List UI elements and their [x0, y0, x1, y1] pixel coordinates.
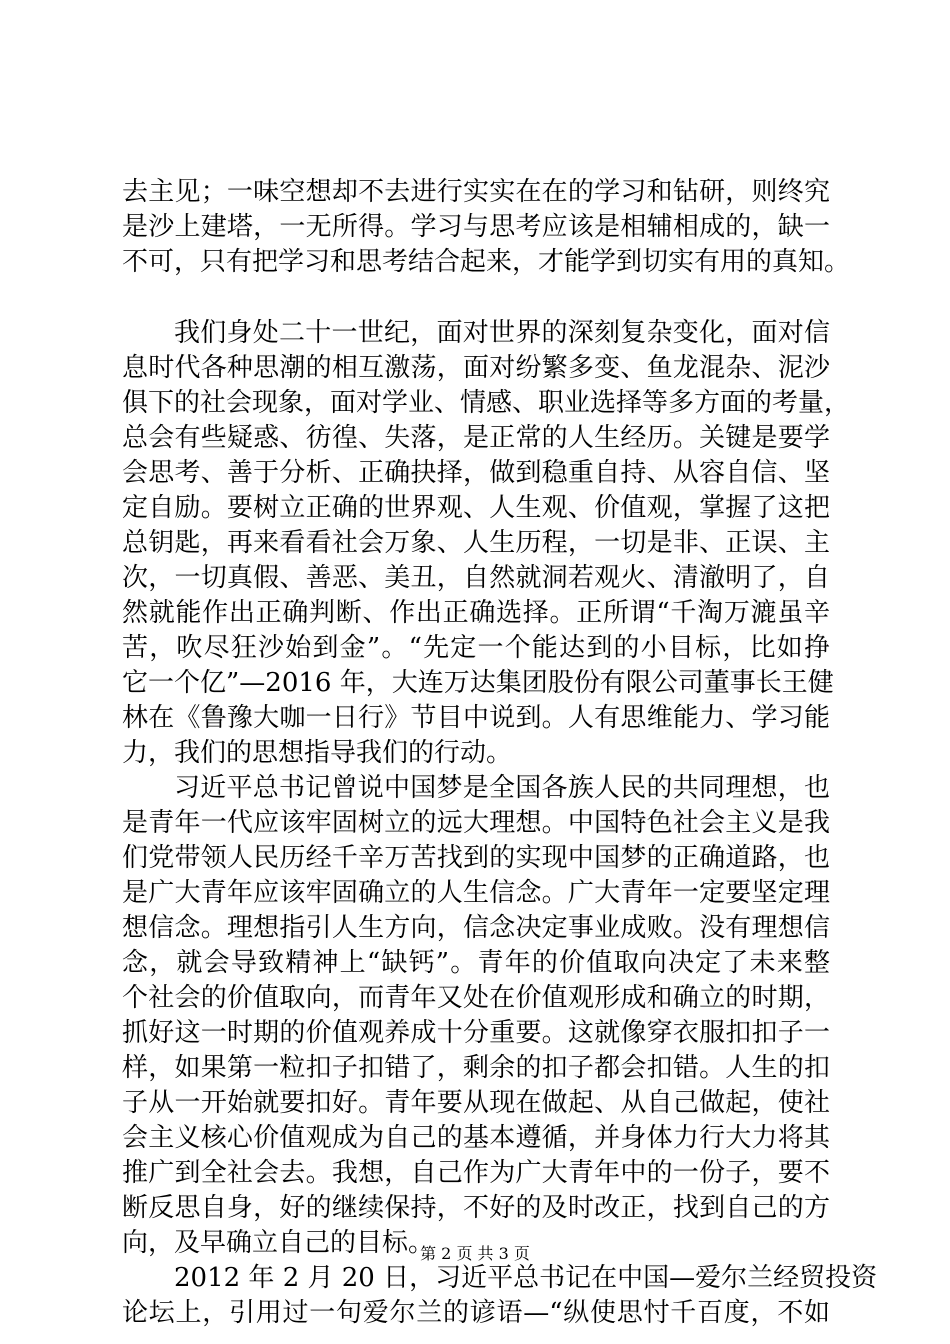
document-body: [122, 175, 878, 1331]
text-line: 习近平总书记曾说中国梦是全国各族人民的共同理想，也: [174, 773, 830, 803]
text-line: 苦，吹尽狂沙始到金”。“先定一个能达到的小目标，比如挣: [122, 633, 830, 663]
text-line: 我们身处二十一世纪，面对世界的深刻复杂变化，面对信: [174, 318, 830, 348]
text-line: 推广到全社会去。我想，自己作为广大青年中的一份子，要不: [122, 1158, 830, 1188]
text-line: 次，一切真假、善恶、美丑，自然就洞若观火、清澈明了，自: [122, 563, 830, 593]
text-line: 不可，只有把学习和思考结合起来，才能学到切实有用的真知。: [122, 247, 851, 277]
paragraph: [122, 771, 830, 1261]
text-line: 会思考、善于分析、正确抉择，做到稳重自持、从容自信、坚: [122, 458, 830, 488]
text-line: 是青年一代应该牢固树立的远大理想。中国特色社会主义是我: [122, 808, 830, 838]
text-line: 个社会的价值取向，而青年又处在价值观形成和确立的时期，: [122, 983, 830, 1013]
text-line: 它一个亿”—2016 年，大连万达集团股份有限公司董事长王健: [122, 668, 834, 698]
text-line: 然就能作出正确判断、作出正确选择。正所谓“千淘万漉虽辛: [122, 598, 830, 628]
text-line: 2012 年 2 月 20 日，习近平总书记在中国—爱尔兰经贸投资: [174, 1263, 878, 1293]
text-line: 是沙上建塔，一无所得。学习与思考应该是相辅相成的，缺一: [122, 212, 830, 242]
text-line: 子从一开始就要扣好。青年要从现在做起、从自己做起，使社: [122, 1088, 830, 1118]
text-line: 断反思自身，好的继续保持，不好的及时改正，找到自己的方: [122, 1193, 830, 1223]
text-line: 向，及早确立自己的目标。: [122, 1228, 435, 1258]
paragraph: [122, 1261, 878, 1331]
text-line: 力，我们的思想指导我们的行动。: [122, 738, 513, 768]
text-line: 定自励。要树立正确的世界观、人生观、价值观，掌握了这把: [122, 493, 830, 523]
text-line: 念，就会导致精神上“缺钙”。青年的价值取向决定了未来整: [122, 948, 830, 978]
page-footer: 第 2 页 共 3 页: [420, 1244, 530, 1263]
paragraph: [122, 316, 851, 771]
text-line: 总钥匙，再来看看社会万象、人生历程，一切是非、正误、主: [122, 528, 830, 558]
text-line: 会主义核心价值观成为自己的基本遵循，并身体力行大力将其: [122, 1123, 830, 1153]
text-line: 样，如果第一粒扣子扣错了，剩余的扣子都会扣错。人生的扣: [122, 1053, 830, 1083]
text-line: 论坛上，引用过一句爱尔兰的谚语—“纵使思忖千百度，不如: [122, 1298, 830, 1328]
text-line: 们党带领人民历经千辛万苦找到的实现中国梦的正确道路，也: [122, 843, 830, 873]
text-line: 林在《鲁豫大咖一日行》节目中说到。人有思维能力、学习能: [122, 703, 830, 733]
text-line: 是广大青年应该牢固确立的人生信念。广大青年一定要坚定理: [122, 878, 830, 908]
paragraph: [122, 175, 851, 280]
text-line: 抓好这一时期的价值观养成十分重要。这就像穿衣服扣扣子一: [122, 1018, 830, 1048]
text-line: 总会有些疑惑、彷徨、失落，是正常的人生经历。关键是要学: [122, 423, 830, 453]
text-line: 息时代各种思潮的相互激荡，面对纷繁多变、鱼龙混杂、泥沙: [122, 353, 830, 383]
paragraph-gap: [122, 280, 830, 316]
text-line: 俱下的社会现象，面对学业、情感、职业选择等多方面的考量，: [122, 388, 851, 418]
text-line: 去主见；一味空想却不去进行实实在在的学习和钻研，则终究: [122, 177, 830, 207]
text-line: 想信念。理想指引人生方向，信念决定事业成败。没有理想信: [122, 913, 830, 943]
